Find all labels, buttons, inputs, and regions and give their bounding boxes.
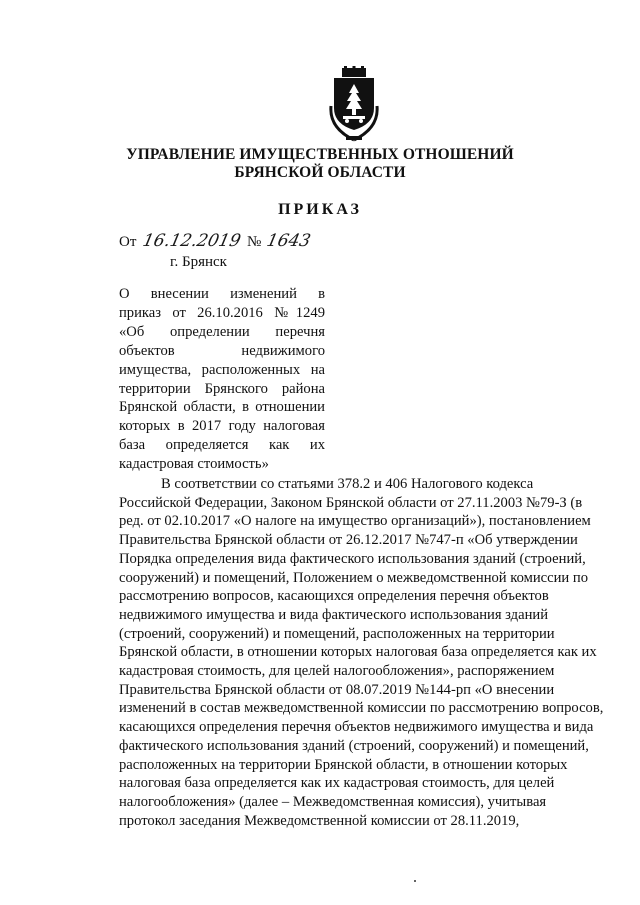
- document-type-title: ПРИКАЗ: [278, 201, 362, 218]
- body-line: фактического использования зданий (строений, сооружений) и помещений,: [119, 737, 589, 754]
- preamble-paragraph: [119, 475, 604, 830]
- body-line: протокол заседания Межведомственной комиссии от 28.11.2019,: [119, 812, 520, 829]
- body-line: В соответствии со статьями 378.2 и 406 Налогового кодекса: [161, 476, 534, 492]
- body-line: касающихся определения перечня объектов недвижимого имущества и вида: [119, 719, 594, 736]
- body-line: Правительства Брянской области от 26.12.2017 №747-п «Об утверждении: [119, 532, 578, 549]
- subject-line: «Об определении перечня: [119, 323, 325, 340]
- subject-line: приказ от 26.10.2016 №1249: [119, 304, 325, 321]
- body-line: Правительства Брянской области от 08.07.2019 №144-рп «О внесении: [119, 681, 555, 698]
- body-line: ред. от 02.10.2017 «О налоге на имущество организаций»), постановлением: [119, 513, 591, 530]
- body-line: недвижимого имущества и вида фактического использования зданий: [119, 606, 549, 623]
- body-line: расположенных на территории Брянской области, в отношении которых: [119, 756, 568, 773]
- subject-line: имущества, расположенных на: [119, 361, 325, 378]
- date-from-label: От: [119, 234, 137, 250]
- subject-line: территории Брянского района: [119, 380, 325, 397]
- body-line: изменений в состав межведомственной комиссии по рассмотрению вопросов,: [119, 700, 604, 717]
- organization-title: [0, 146, 640, 182]
- body-line: налогообложения» (далее – Межведомственная комиссия), учитывая: [119, 793, 547, 810]
- body-line: (строений, сооружений) и помещений, расположенных на территории: [119, 625, 555, 642]
- body-line: кадастровая стоимость, для целей налогообложения», распоряжением: [119, 663, 555, 680]
- handwritten-date: 16.12.2019: [140, 231, 243, 251]
- subject-line: О внесении изменений в: [119, 286, 325, 302]
- number-label: №: [247, 234, 262, 250]
- scan-speck: [414, 880, 416, 882]
- subject-line: кадастровая стоимость»: [119, 456, 269, 473]
- body-line: рассмотрению вопросов, касающихся определения перечня объектов: [119, 588, 549, 605]
- body-line: Порядка определения вида фактического использования зданий (строений,: [119, 550, 586, 567]
- subject-line: которых в 2017 году налоговая: [119, 418, 325, 435]
- body-line: Брянской области, в отношении которых налоговая база определяется как их: [119, 644, 597, 661]
- bryansk-coat-of-arms-icon: [325, 66, 383, 144]
- order-subject: [119, 285, 325, 474]
- subject-line: Брянской области, в отношении: [119, 399, 325, 416]
- subject-line: база определяется как их: [119, 437, 325, 454]
- city-name: г. Брянск: [170, 254, 227, 270]
- subject-line: объектов недвижимого: [119, 342, 325, 359]
- org-title-line1: УПРАВЛЕНИЕ ИМУЩЕСТВЕННЫХ ОТНОШЕНИЙ: [126, 146, 514, 163]
- body-line: сооружений) и помещений, Положением о межведомственной комиссии по: [119, 569, 589, 586]
- handwritten-number: 1643: [264, 231, 313, 251]
- body-line: налоговая база определяется как их кадастровая стоимость, для целей: [119, 775, 555, 792]
- body-line: Российской Федерации, Законом Брянской области от 27.11.2003 №79-З (в: [119, 494, 583, 511]
- org-title-line2: БРЯНСКОЙ ОБЛАСТИ: [234, 164, 406, 181]
